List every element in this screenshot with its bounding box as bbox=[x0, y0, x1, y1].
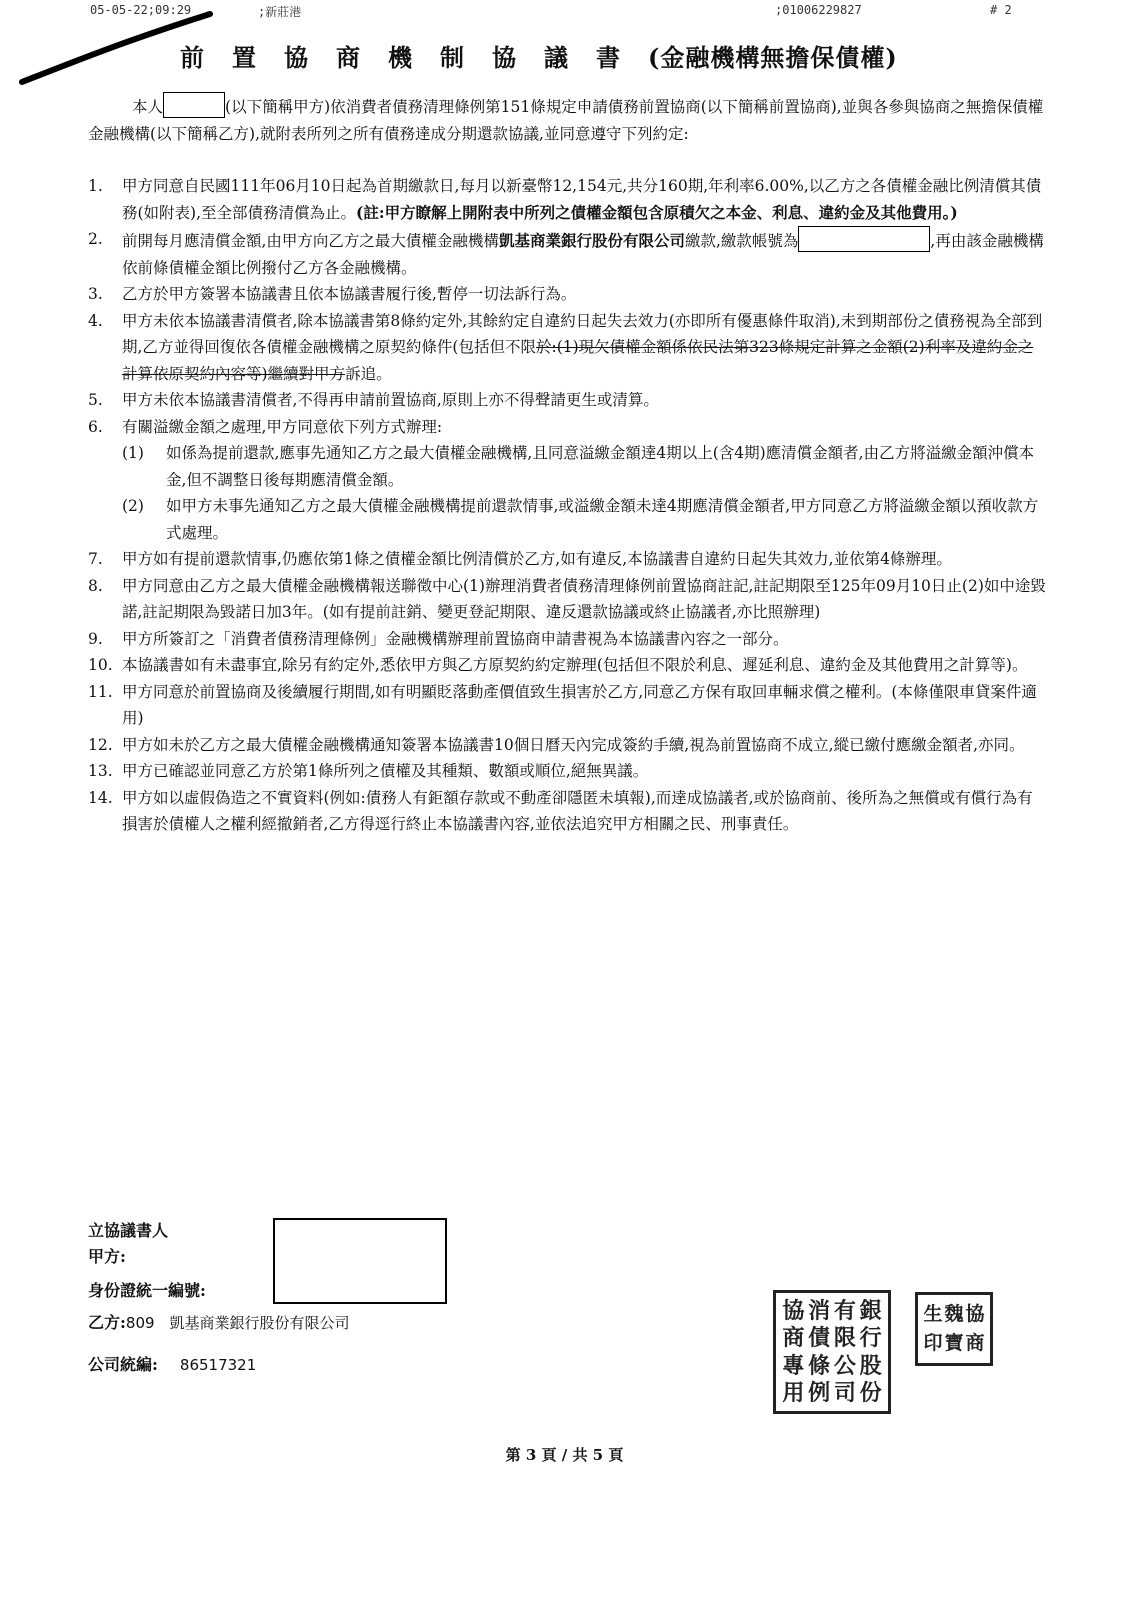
company-id-value: 86517321 bbox=[179, 1356, 257, 1374]
party-b-row bbox=[88, 1310, 350, 1333]
clause-9: 9. 甲方所簽訂之「消費者債務清理條例」金融機構辦理前置協商申請書視為本協議書內容之一部分。 bbox=[88, 629, 789, 648]
sub-clause-6-2: (2) 如甲方未事先通知乙方之最大債權金融機構提前還款情事,或溢繳金額未達4期應清償金額者,甲方同意乙方將溢繳金額以預收款方式處理。 bbox=[122, 497, 1039, 542]
clause-12: 12. 甲方如未於乙方之最大債權金融機構通知簽署本協議書10個日曆天內完成簽約手續,視為前置協商不成立,縱已繳付應繳金額者,亦同。 bbox=[88, 735, 1025, 754]
clause-10: 10. 本協議書如有未盡事宜,除另有約定外,悉依甲方與乙方原契約約定辦理(包括但不限於利息、遲延利息、違約金及其他費用之計算等)。 bbox=[88, 656, 1028, 674]
bank-seal-characters: 協 商 專 用 消 債 條 例 有 限 公 司 銀 行 股 份 bbox=[782, 1298, 882, 1406]
party-b-value: 809 凱基商業銀行股份有限公司 bbox=[125, 1314, 350, 1332]
party-a-label: 甲方: bbox=[88, 1247, 126, 1266]
document-title bbox=[180, 38, 980, 73]
company-id-row bbox=[88, 1352, 256, 1375]
clause-1: 1. 甲方同意自民國111年06月10日起為首期繳款日,每月以新臺幣12,154元,共分160期,年利率6.00%,以乙方之各債權金融比例清償其債務(如附表),至全部債務清償為止。(註:甲方瞭解上開附表中所列之債權金額包含原積欠之本金、利息、違約金及其他費用。) bbox=[88, 177, 1042, 222]
title-main: 前置協商機制協議書 bbox=[180, 43, 648, 72]
intro-paragraph bbox=[88, 92, 1048, 147]
title-sub: (金融機構無擔保債權) bbox=[648, 43, 898, 72]
clause-14: 14. 甲方如以虛假偽造之不實資料(例如:債務人有鉅額存款或不動產卻隱匿未填報),而達成協議者,或於協商前、後所為之無償或有償行為有損害於債權人之權利經撤銷者,乙方得逕行終止本協議書內容,並依法追究甲方相關之民、刑事責任。 bbox=[88, 788, 1033, 833]
company-id-label: 公司統編: bbox=[88, 1355, 158, 1374]
fax-number: ;01006229827 bbox=[775, 3, 862, 17]
party-a-signature-box bbox=[273, 1218, 447, 1304]
sub-clause-6-1: (1) 如係為提前還款,應事先通知乙方之最大債權金融機構,且同意溢繳金額達4期以上(含4期)應清償金額者,由乙方將溢繳金額沖償本金,但不調整日後每期應清償金額。 bbox=[122, 444, 1035, 489]
signatory-heading: 立協議書人 bbox=[88, 1221, 169, 1240]
representative-seal bbox=[915, 1292, 993, 1366]
fax-timestamp: 05-05-22;09:29 bbox=[90, 3, 192, 17]
clause-5: 5. 甲方未依本協議書清償者,不得再申請前置協商,原則上亦不得聲請更生或清算。 bbox=[88, 391, 659, 409]
clause-13: 13. 甲方已確認並同意乙方於第1條所列之債權及其種類、數額或順位,絕無異議。 bbox=[88, 762, 649, 780]
intro-text: (以下簡稱甲方)依消費者債務清理條例第151條規定申請債務前置協商(以下簡稱前置協商),並與各參與協商之無擔保債權金融機構(以下簡稱乙方),就附表所列之所有債務達成分期還款協議,並同意遵守下列約定: bbox=[88, 98, 1044, 143]
intro-prefix: 本人 bbox=[132, 98, 164, 116]
clause-4: 4. 甲方未依本協議書清償者,除本協議書第8條約定外,其餘約定自違約日起失去效力(亦即所有優惠條件取消),未到期部份之債務視為全部到期,乙方並得回復依各債權金融機構之原契約條件(包括但不限於:(1)現欠債權金額係依民法第323條規定計算之金額(2)利率及違約金之計算依原契約內容等)繼續對甲方訴追。 bbox=[88, 311, 1043, 383]
redacted-account-box bbox=[798, 226, 930, 252]
clause-list bbox=[88, 173, 1048, 838]
representative-seal-characters: 生 印 魏 寶 協 商 bbox=[923, 1302, 985, 1355]
clause-6: 6. 有關溢繳金額之處理,甲方同意依下列方式辦理: bbox=[88, 417, 443, 436]
clause-3: 3. 乙方於甲方簽署本協議書且依本協議書履行後,暫停一切法訴行為。 bbox=[88, 285, 577, 303]
agreement-body bbox=[88, 92, 1048, 838]
clause-7: 7. 甲方如有提前還款情事,仍應依第1條之債權金額比例清償於乙方,如有違反,本協議書自違約日起失其效力,並依第4條辦理。 bbox=[88, 550, 952, 568]
clause-2: 2. 前開每月應清償金額,由甲方向乙方之最大債權金融機構凱基商業銀行股份有限公司繳款,繳款帳號為 ,再由該金融機構依前條債權金額比例撥付乙方各金融機構。 bbox=[88, 226, 1048, 281]
fax-page: # 2 bbox=[990, 3, 1012, 17]
party-b-label: 乙方: bbox=[88, 1313, 126, 1332]
struck-through-text: 於:(1)現欠債權金額係依民法第323條規定計算之金額(2)利率及違約金之計算依原契約內容等)繼續對甲方 bbox=[122, 338, 1034, 383]
clause-11: 11. 甲方同意於前置協商及後續履行期間,如有明顯貶落動產價值致生損害於乙方,同意乙方保有取回車輛求償之權利。(本條僅限車貸案件適用) bbox=[88, 682, 1037, 727]
page-footer: 第 3 頁 / 共 5 頁 bbox=[505, 1446, 624, 1464]
clause-8: 8. 甲方同意由乙方之最大債權金融機構報送聯徵中心(1)辦理消費者債務清理條例前置協商註記,註記期限至125年09月10日止(2)如中途毀諾,註記期限為毀諾日加3年。(如有提前註銷、變更登記期限、違反還款協議或終止協議者,亦比照辦理) bbox=[88, 576, 1046, 621]
bank-negotiation-seal bbox=[773, 1290, 891, 1414]
fax-sender: ;新莊港 bbox=[258, 5, 302, 19]
redacted-name-box bbox=[163, 92, 225, 118]
id-number-label: 身份證統一編號: bbox=[88, 1281, 206, 1300]
